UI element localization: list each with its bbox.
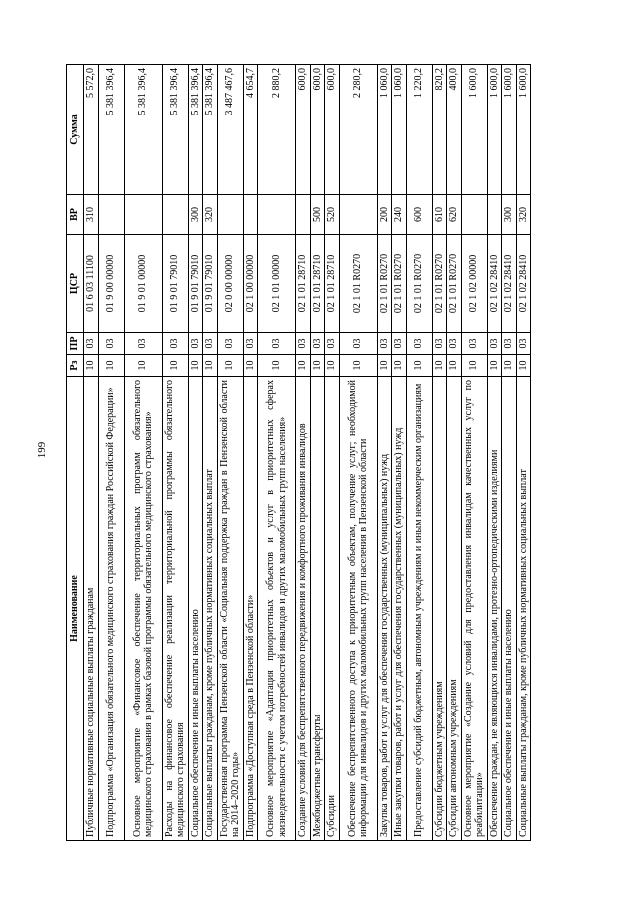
cell-expense-type (217, 195, 243, 235)
cell-section: 10 (98, 355, 124, 377)
cell-section: 10 (162, 355, 188, 377)
cell-target-item: 02 1 01 R0270 (447, 235, 462, 333)
cell-expense-type (243, 195, 258, 235)
cell-section: 10 (296, 355, 311, 377)
cell-section: 10 (258, 355, 296, 377)
cell-amount: 600,0 (310, 65, 325, 195)
cell-expense-type (487, 195, 502, 235)
cell-section: 10 (502, 355, 517, 377)
cell-target-item: 01 6 03 11100 (84, 235, 99, 333)
cell-name: Субсидии автономным учреждениям (447, 377, 462, 841)
table-row (84, 65, 99, 841)
cell-name: Закупка товаров, работ и услуг для обеспечения государственных (муниципальных) нужд (377, 377, 392, 841)
cell-amount: 5 381 396,4 (188, 65, 203, 195)
cell-subsection: 03 (377, 333, 392, 355)
cell-section: 10 (203, 355, 218, 377)
cell-expense-type (98, 195, 124, 235)
cell-target-item: 02 1 02 00000 (461, 235, 487, 333)
cell-target-item: 02 1 02 28410 (487, 235, 502, 333)
cell-target-item: 02 1 02 28410 (516, 235, 531, 333)
cell-name: Подпрограмма «Доступная среда в Пензенской области» (243, 377, 258, 841)
cell-target-item: 01 9 01 79010 (188, 235, 203, 333)
cell-section: 10 (84, 355, 99, 377)
cell-amount: 5 381 396,4 (124, 65, 162, 195)
cell-subsection: 03 (392, 333, 407, 355)
cell-amount: 1 600,0 (487, 65, 502, 195)
cell-section: 10 (377, 355, 392, 377)
cell-expense-type (461, 195, 487, 235)
cell-amount: 1 220,2 (406, 65, 432, 195)
cell-amount: 600,0 (325, 65, 340, 195)
cell-name: Межбюджетные трансферты (310, 377, 325, 841)
cell-subsection: 03 (243, 333, 258, 355)
table-row (217, 65, 243, 841)
cell-name: Обеспечение беспрепятственного доступа к приоритетным объектам, получение услуг; необходимой информации для инвалидов и других маломобильных групп населения в Пензенской области (339, 377, 377, 841)
cell-section: 10 (310, 355, 325, 377)
cell-subsection: 03 (98, 333, 124, 355)
cell-subsection: 03 (310, 333, 325, 355)
rotated-page-content (66, 65, 588, 841)
cell-expense-type: 240 (392, 195, 407, 235)
table-row (203, 65, 218, 841)
cell-expense-type: 320 (516, 195, 531, 235)
cell-section: 10 (124, 355, 162, 377)
cell-amount: 1 060,0 (392, 65, 407, 195)
cell-amount: 1 600,0 (502, 65, 517, 195)
budget-table (66, 64, 531, 841)
cell-expense-type: 310 (84, 195, 99, 235)
cell-target-item: 02 1 01 28710 (310, 235, 325, 333)
cell-subsection: 03 (188, 333, 203, 355)
cell-name: Субсидии бюджетным учреждениям (432, 377, 447, 841)
table-row (377, 65, 392, 841)
cell-section: 10 (447, 355, 462, 377)
table-row (258, 65, 296, 841)
cell-expense-type (162, 195, 188, 235)
cell-target-item: 02 1 01 R0270 (406, 235, 432, 333)
table-row (461, 65, 487, 841)
cell-expense-type: 300 (188, 195, 203, 235)
cell-target-item: 02 1 01 R0270 (392, 235, 407, 333)
cell-target-item: 02 1 01 00000 (258, 235, 296, 333)
cell-name: Социальное обеспечение и иные выплаты населению (502, 377, 517, 841)
cell-section: 10 (392, 355, 407, 377)
header-expense-type: ВР (67, 195, 84, 235)
cell-name: Иные закупки товаров, работ и услуг для обеспечения государственных (муниципальных) нужд (392, 377, 407, 841)
cell-target-item: 02 1 01 R0270 (377, 235, 392, 333)
cell-section: 10 (188, 355, 203, 377)
cell-subsection: 03 (461, 333, 487, 355)
cell-expense-type: 620 (447, 195, 462, 235)
cell-amount: 5 381 396,4 (98, 65, 124, 195)
cell-section: 10 (217, 355, 243, 377)
cell-expense-type: 600 (406, 195, 432, 235)
table-row (243, 65, 258, 841)
cell-target-item: 02 0 00 00000 (217, 235, 243, 333)
cell-subsection: 03 (516, 333, 531, 355)
cell-amount: 2 280,2 (339, 65, 377, 195)
cell-amount: 5 381 396,4 (162, 65, 188, 195)
cell-amount: 1 600,0 (516, 65, 531, 195)
cell-target-item: 02 1 02 28410 (502, 235, 517, 333)
cell-expense-type (339, 195, 377, 235)
cell-subsection: 03 (203, 333, 218, 355)
cell-name: Основное мероприятие «Финансовое обеспечение территориальных программ обязательного медицинского страхования в рамках базовой программы обязательного медицинского страхования» (124, 377, 162, 841)
cell-expense-type: 200 (377, 195, 392, 235)
cell-target-item: 02 1 00 00000 (243, 235, 258, 333)
cell-expense-type: 320 (203, 195, 218, 235)
cell-target-item: 02 1 01 R0270 (432, 235, 447, 333)
cell-subsection: 03 (217, 333, 243, 355)
cell-name: Публичные нормативные социальные выплаты гражданам (84, 377, 99, 841)
table-row (392, 65, 407, 841)
table-row (296, 65, 311, 841)
cell-amount: 1 600,0 (461, 65, 487, 195)
cell-subsection: 03 (124, 333, 162, 355)
cell-target-item: 01 9 00 00000 (98, 235, 124, 333)
cell-expense-type: 500 (310, 195, 325, 235)
cell-amount: 400,0 (447, 65, 462, 195)
cell-name: Обеспечение граждан, не являющихся инвалидами, протезно-ортопедическими изделиями (487, 377, 502, 841)
table-row (310, 65, 325, 841)
cell-section: 10 (406, 355, 432, 377)
cell-name: Социальные выплаты гражданам, кроме публичных нормативных социальных выплат (203, 377, 218, 841)
table-row (188, 65, 203, 841)
cell-subsection: 03 (258, 333, 296, 355)
cell-subsection: 03 (162, 333, 188, 355)
table-body (84, 65, 531, 841)
cell-subsection: 03 (406, 333, 432, 355)
cell-section: 10 (516, 355, 531, 377)
cell-subsection: 03 (487, 333, 502, 355)
cell-name: Предоставление субсидий бюджетным, автономным учреждениям и иным некоммерческим организациям (406, 377, 432, 841)
cell-amount: 2 880,2 (258, 65, 296, 195)
cell-name: Основное мероприятие «Создание условий для предоставления инвалидам качественных услуг по реабилитации» (461, 377, 487, 841)
cell-name: Государственная программа Пензенской области «Социальная поддержка граждан в Пензенской области на 2014–2020 годы» (217, 377, 243, 841)
cell-subsection: 03 (84, 333, 99, 355)
table-row (339, 65, 377, 841)
cell-target-item: 02 1 01 28710 (296, 235, 311, 333)
header-amount: Сумма (67, 65, 84, 195)
header-section: Рз (67, 355, 84, 377)
cell-section: 10 (461, 355, 487, 377)
cell-subsection: 03 (502, 333, 517, 355)
header-subsection: ПР (67, 333, 84, 355)
cell-amount: 4 654,7 (243, 65, 258, 195)
cell-name: Субсидии (325, 377, 340, 841)
cell-section: 10 (243, 355, 258, 377)
cell-expense-type: 610 (432, 195, 447, 235)
cell-name: Создание условий для беспрепятственного передвижения и комфортного проживания инвалидов (296, 377, 311, 841)
cell-target-item: 02 1 01 R0270 (339, 235, 377, 333)
cell-subsection: 03 (339, 333, 377, 355)
table-row (98, 65, 124, 841)
table-row (406, 65, 432, 841)
cell-name: Расходы на финансовое обеспечение реализации территориальной программы обязательного медицинского страхования (162, 377, 188, 841)
table-row (432, 65, 447, 841)
cell-target-item: 01 9 01 79010 (203, 235, 218, 333)
cell-expense-type (124, 195, 162, 235)
table-row (516, 65, 531, 841)
cell-section: 10 (325, 355, 340, 377)
cell-subsection: 03 (296, 333, 311, 355)
header-name: Наименование (67, 377, 84, 841)
cell-subsection: 03 (447, 333, 462, 355)
cell-name: Подпрограмма «Организация обязательного медицинского страхования граждан Российской Федерации» (98, 377, 124, 841)
table-header-row (67, 65, 84, 841)
cell-target-item: 02 1 01 28710 (325, 235, 340, 333)
cell-subsection: 03 (432, 333, 447, 355)
table-row (124, 65, 162, 841)
cell-name: Основное мероприятие «Адаптация приоритетных объектов и услуг в приоритетных сферах жизнедеятельности с учетом потребностей инвалидов и других маломобильных групп населения» (258, 377, 296, 841)
cell-expense-type (296, 195, 311, 235)
page-number: 199 (36, 441, 48, 459)
cell-section: 10 (339, 355, 377, 377)
cell-amount: 5 381 396,4 (203, 65, 218, 195)
cell-target-item: 01 9 01 00000 (124, 235, 162, 333)
cell-target-item: 01 9 01 79010 (162, 235, 188, 333)
cell-name: Социальные выплаты гражданам, кроме публичных нормативных социальных выплат (516, 377, 531, 841)
cell-expense-type (258, 195, 296, 235)
cell-amount: 600,0 (296, 65, 311, 195)
table-row (447, 65, 462, 841)
cell-subsection: 03 (325, 333, 340, 355)
cell-amount: 820,2 (432, 65, 447, 195)
table-row (325, 65, 340, 841)
cell-expense-type: 520 (325, 195, 340, 235)
cell-name: Социальное обеспечение и иные выплаты населению (188, 377, 203, 841)
cell-amount: 1 060,0 (377, 65, 392, 195)
cell-expense-type: 300 (502, 195, 517, 235)
header-target-item: ЦСР (67, 235, 84, 333)
table-row (487, 65, 502, 841)
cell-section: 10 (432, 355, 447, 377)
cell-amount: 5 572,0 (84, 65, 99, 195)
cell-section: 10 (487, 355, 502, 377)
cell-amount: 3 487 467,6 (217, 65, 243, 195)
table-row (162, 65, 188, 841)
table-row (502, 65, 517, 841)
